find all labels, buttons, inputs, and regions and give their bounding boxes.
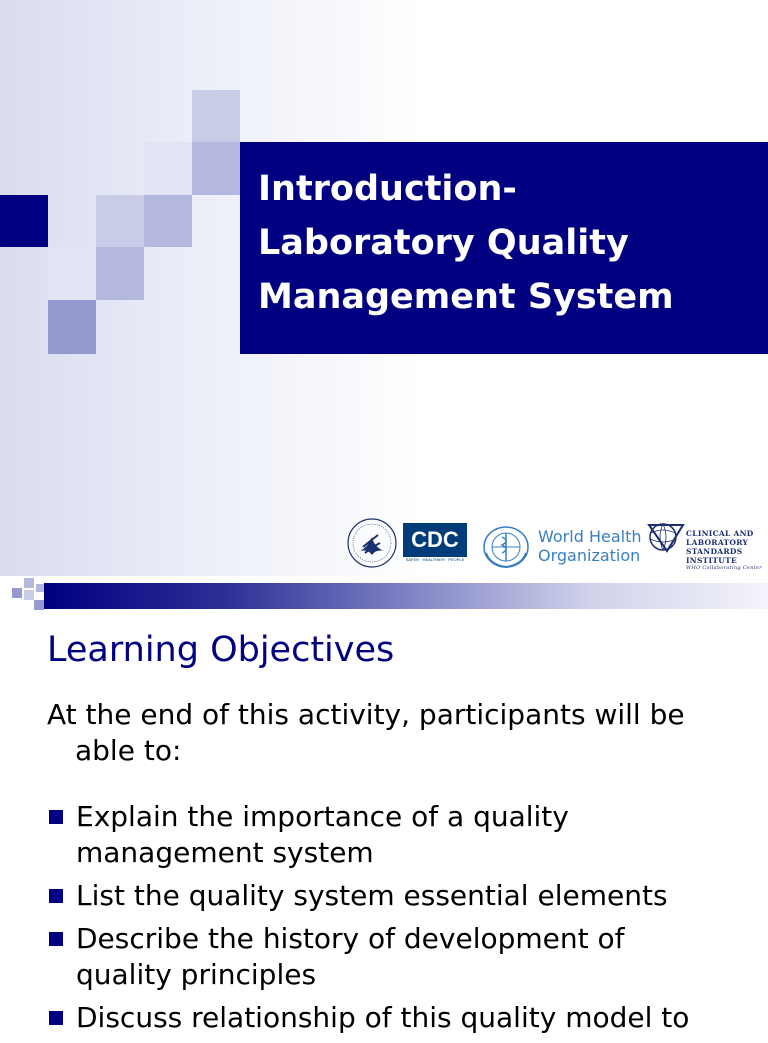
decor-square xyxy=(144,195,192,247)
objectives-intro xyxy=(47,697,767,769)
clsi-logo-line: STANDARDS xyxy=(686,547,743,556)
clsi-logo-text xyxy=(686,529,762,572)
decor-square xyxy=(24,590,34,600)
bullet-line: Explain the importance of a quality xyxy=(76,800,569,833)
bullet-square-icon xyxy=(49,932,63,946)
intro-line: able to: xyxy=(75,734,182,767)
cdc-logo xyxy=(403,523,467,563)
bullet-line: Describe the history of development of xyxy=(76,922,625,955)
title-line: Management System xyxy=(258,277,674,317)
slide-title xyxy=(258,162,758,324)
list-item xyxy=(0,799,768,871)
intro-line: At the end of this activity, participants will be xyxy=(47,698,685,731)
decor-square xyxy=(48,300,96,354)
partner-logos xyxy=(0,515,768,575)
decor-square xyxy=(48,247,96,300)
bullet-line: Discuss relationship of this quality model to xyxy=(76,1001,690,1034)
separator-gradient-bar xyxy=(44,583,768,609)
decor-square xyxy=(144,142,192,195)
clsi-logo-line: LABORATORY xyxy=(686,538,749,547)
clsi-logo-line: INSTITUTE xyxy=(686,556,737,565)
objectives-heading: Learning Objectives xyxy=(47,630,395,670)
left-accent-band xyxy=(0,195,48,247)
who-logo-line: Organization xyxy=(538,546,641,565)
decor-square xyxy=(24,578,34,588)
clsi-emblem-icon xyxy=(645,519,685,559)
decor-square xyxy=(192,90,240,142)
title-line: Laboratory Quality xyxy=(258,223,629,263)
bullet-square-icon xyxy=(49,1011,63,1025)
clsi-logo-line: CLINICAL AND xyxy=(686,529,754,538)
decor-square xyxy=(36,584,44,592)
decor-square xyxy=(12,588,22,598)
who-emblem-icon xyxy=(480,523,532,571)
decor-square xyxy=(96,195,144,247)
hhs-eagle-seal-icon xyxy=(346,517,398,569)
decor-square xyxy=(34,600,44,610)
list-item xyxy=(0,921,768,993)
bullet-square-icon xyxy=(49,810,63,824)
who-logo-line: World Health xyxy=(538,527,642,546)
bullet-line: List the quality system essential elements xyxy=(76,879,668,912)
list-item xyxy=(0,1000,768,1036)
bullet-line: quality principles xyxy=(76,958,317,991)
decor-square xyxy=(192,142,240,195)
title-line: Introduction- xyxy=(258,169,517,209)
clsi-logo-subtitle: WHO Collaborating Center xyxy=(686,565,762,571)
objectives-list xyxy=(0,799,768,1043)
who-logo-text xyxy=(538,527,641,565)
decor-square xyxy=(96,247,144,300)
bullet-line: management system xyxy=(76,836,374,869)
bullet-square-icon xyxy=(49,889,63,903)
list-item xyxy=(0,878,768,914)
cdc-logo-text: CDC xyxy=(403,523,467,557)
cdc-logo-subtitle: SAFER · HEALTHIER · PEOPLE xyxy=(405,557,465,562)
